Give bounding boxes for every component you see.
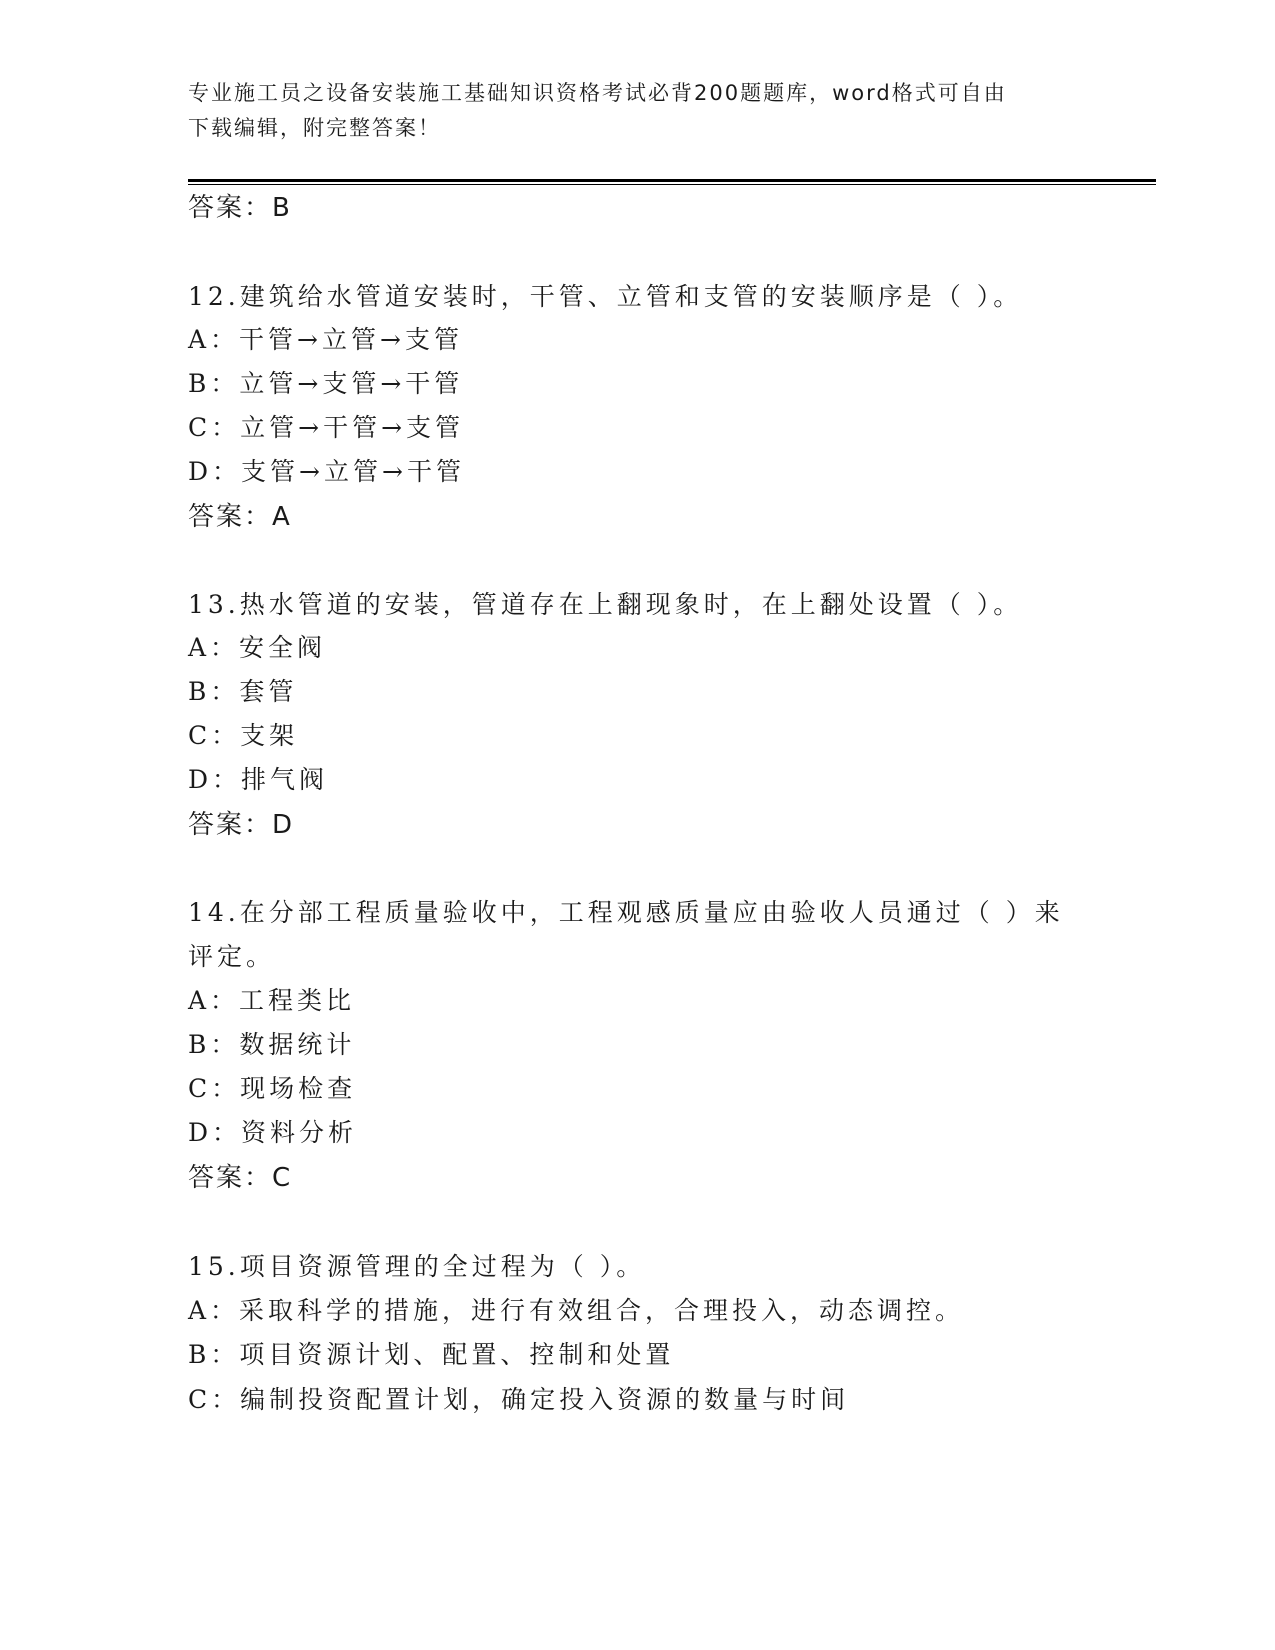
q14-option-b: B：数据统计	[188, 1030, 356, 1059]
q14-option-a: A：工程类比	[188, 986, 356, 1015]
question-15: 15.项目资源管理的全过程为（ ）。	[188, 1252, 646, 1281]
q12-option-d: D：支管→立管→干管	[188, 457, 465, 486]
question-14-line-1: 14.在分部工程质量验收中，工程观感质量应由验收人员通过（ ）来	[188, 898, 1064, 927]
q12-option-c: C：立管→干管→支管	[188, 413, 465, 442]
q15-option-b: B：项目资源计划、配置、控制和处置	[188, 1340, 675, 1369]
answer-prev: 答案：B	[188, 193, 292, 223]
q13-option-b: B：套管	[188, 677, 298, 706]
q12-answer: 答案：A	[188, 502, 292, 532]
q13-option-a: A：安全阀	[188, 633, 327, 662]
header-rule-thin	[188, 184, 1156, 185]
q13-option-d: D：排气阀	[188, 765, 329, 794]
q13-option-c: C：支架	[188, 721, 299, 750]
q15-option-a: A：采取科学的措施，进行有效组合，合理投入，动态调控。	[188, 1296, 965, 1325]
q13-answer: 答案：D	[188, 810, 295, 840]
q15-option-c: C：编制投资配置计划，确定投入资源的数量与时间	[188, 1385, 850, 1414]
header-line-1: 专业施工员之设备安装施工基础知识资格考试必背200题题库，word格式可自由	[188, 81, 1007, 105]
q14-option-c: C：现场检查	[188, 1074, 357, 1103]
header-rule-thick	[188, 179, 1156, 182]
header-line-2: 下载编辑，附完整答案！	[188, 116, 441, 140]
q12-option-a: A：干管→立管→支管	[188, 325, 463, 354]
document-header	[188, 76, 1088, 146]
q14-option-d: D：资料分析	[188, 1118, 358, 1147]
question-13: 13.热水管道的安装，管道存在上翻现象时，在上翻处设置（ ）。	[188, 590, 1023, 619]
question-12: 12.建筑给水管道安装时，干管、立管和支管的安装顺序是（ ）。	[188, 282, 1023, 311]
question-14-line-2: 评定。	[188, 942, 276, 971]
q14-answer: 答案：C	[188, 1163, 293, 1193]
q12-option-b: B：立管→支管→干管	[188, 369, 464, 398]
